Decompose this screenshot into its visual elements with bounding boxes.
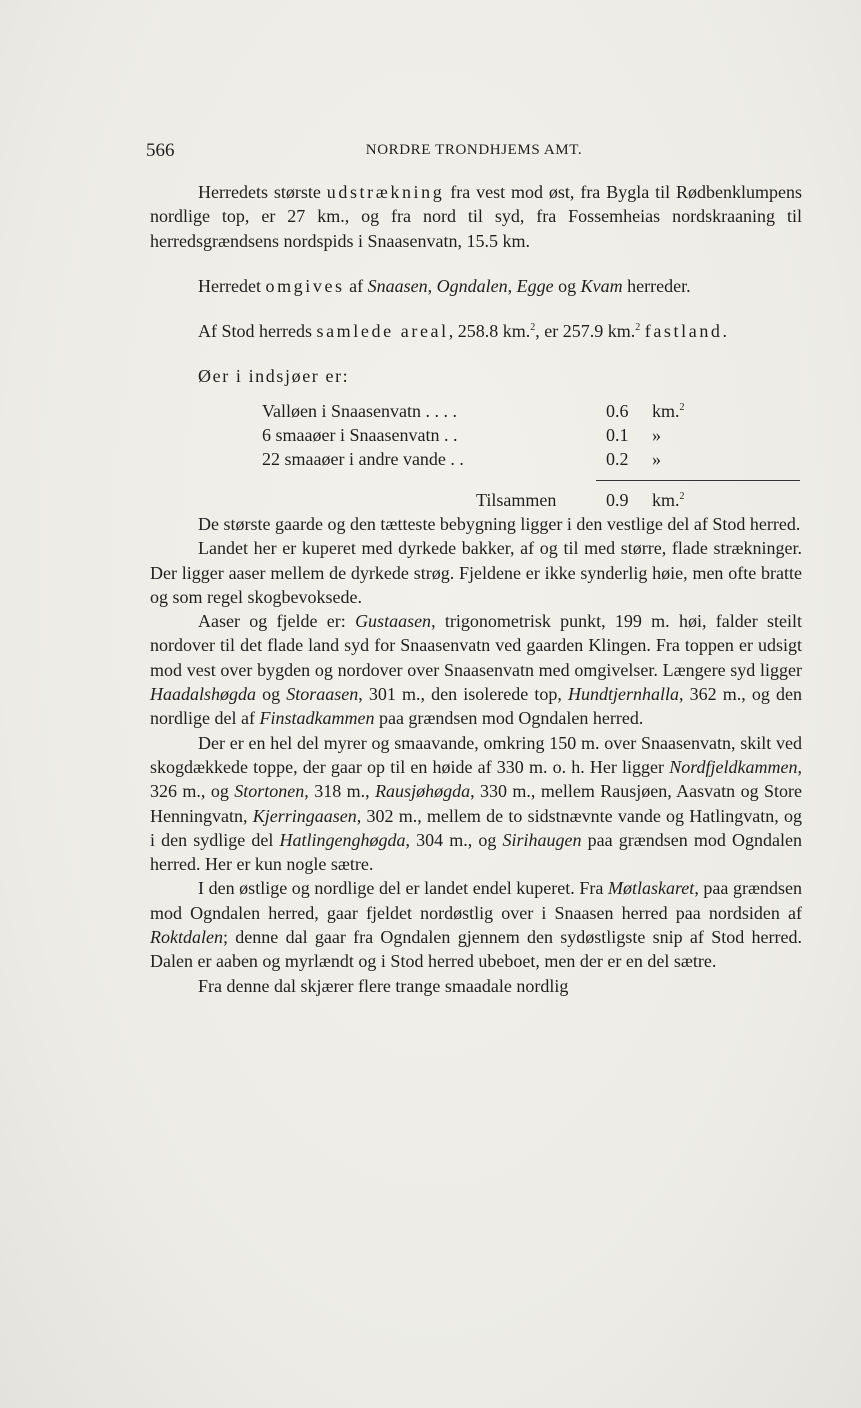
place-name: Møtlaskaret xyxy=(607,878,695,899)
text-span: , 304 m., og xyxy=(405,829,503,850)
paragraph-farms: De største gaarde og den tætteste bebygning ligger i den vestlige del af Stod herred. xyxy=(198,513,801,534)
table-row xyxy=(262,447,802,471)
paragraph-valleys: Fra denne dal skjærer flere trange smaadale nordlig xyxy=(198,975,569,996)
place-name: Kvam xyxy=(580,275,623,296)
island-area: 0.6 xyxy=(606,400,629,421)
area-unit xyxy=(652,423,661,447)
text-span: I den østlige og nordlige del er landet endel kuperet. Fra xyxy=(198,878,608,899)
spaced-term: udstrækning xyxy=(326,182,445,202)
place-name: Storaasen xyxy=(286,684,359,705)
spaced-term: samlede areal xyxy=(316,321,449,342)
place-name: Snaasen xyxy=(367,275,428,296)
sum-rule xyxy=(596,480,800,481)
page-header xyxy=(146,140,802,164)
text-span: , 326 m., og xyxy=(150,756,802,802)
text-span: Herredet xyxy=(198,275,266,296)
text-span: og xyxy=(553,275,581,296)
body-text xyxy=(150,180,802,998)
text-span: paa grændsen mod Ogndalen herred. Her er kun nogle sætre. xyxy=(150,829,802,875)
text-span: , 301 m., den isolerede top, xyxy=(358,684,568,705)
text-span: herreder. xyxy=(622,275,691,296)
superscript: 2 xyxy=(530,322,536,334)
table-row xyxy=(262,423,802,447)
island-name: 6 smaaøer i Snaasenvatn . . xyxy=(262,425,458,446)
island-name: Valløen i Snaasenvatn . . . . xyxy=(262,400,457,421)
text-span: , 362 m., og den nordlige del af xyxy=(150,684,802,729)
total-unit xyxy=(652,488,685,512)
table-row xyxy=(262,399,802,423)
text-span: af xyxy=(344,275,368,296)
superscript: 2 xyxy=(679,490,685,502)
text-span: , xyxy=(427,275,437,296)
unit-text: km. xyxy=(652,489,680,510)
place-name: Hatlingenghøgda xyxy=(279,829,406,850)
island-area: 0.1 xyxy=(606,425,629,446)
paragraph-landscape: Landet her er kuperet med dyrkede bakker, af og til med større, flade strækninger. Der ligger aaser mellem de dyrkede strøg. Fjeldene er ikke synderlig høie, men ofte bratte og som regel skogbevoksede. xyxy=(150,538,802,607)
paragraph-east xyxy=(150,876,802,973)
total-value: 0.9 xyxy=(606,489,629,510)
place-name: Rausjøhøgda xyxy=(375,781,471,802)
text-span: , 302 m., mellem de to sidstnævnte vande og Hatlingvatn, og i den sydlige del xyxy=(150,805,802,850)
island-area: 0.2 xyxy=(606,449,629,470)
text-span: ; denne dal gaar fra Ogndalen gjennem den sydøstligste snip af Stod herred. Dalen er aaben og myrlændt og i Stod herred ubeboet, men der er en del sætre. xyxy=(150,927,802,972)
unit-text: » xyxy=(652,449,661,470)
text-span: Herredets største xyxy=(198,182,327,202)
unit-text: » xyxy=(652,425,661,446)
place-name: Roktdalen xyxy=(150,927,223,948)
page-number: 566 xyxy=(146,140,175,161)
text-span: , 258.8 km. xyxy=(448,321,531,342)
islands-table xyxy=(262,399,802,512)
place-name: Gustaasen xyxy=(355,611,432,632)
text-span: , trigonometrisk punkt, 199 m. høi, falder steilt nordover til det flade land syd for Snaasenvatn ved gaarden Klingen. Fra toppen er udsigt mod vest over bygden og nordover over Snaasenvatn med omgivelser. Længere syd ligger xyxy=(150,611,802,680)
text-span: , 318 m., xyxy=(304,781,376,802)
paragraph-extent xyxy=(150,180,802,253)
place-name: Nordfjeldkammen xyxy=(669,756,798,777)
place-name: Kjerringaasen xyxy=(252,805,357,826)
text-span: , xyxy=(507,275,517,296)
place-name: Stortonen xyxy=(234,781,305,802)
superscript: 2 xyxy=(679,401,685,413)
place-name: Sirihaugen xyxy=(502,829,582,850)
islands-heading: Øer i indsjøer er: xyxy=(198,366,350,387)
paragraph-marshes xyxy=(150,731,802,877)
place-name: Hundtjernhalla xyxy=(568,684,679,705)
island-name: 22 smaaøer i andre vande . . xyxy=(262,449,464,470)
text-span: Af Stod herreds xyxy=(198,321,317,342)
text-span: , paa grændsen mod Ogndalen herred, gaar fjeldet nordøstlig over i Snaasen herred paa nordsiden af xyxy=(150,878,802,923)
place-name: Egge xyxy=(516,275,554,296)
text-span: fra vest mod øst, fra Bygla til Rødbenklumpens nordlige top, er 27 km., og fra nord til syd, fra Fossemheias nordskraaning til herredsgrændsens nordspids i Snaasenvatn, 15.5 km. xyxy=(150,182,802,251)
text-span: Der er en hel del myrer og smaavande, omkring 150 m. over Snaasenvatn, skilt ved skogdækkede toppe, der gaar op til en høide af 330 m. o. h. Her ligger xyxy=(150,732,802,777)
total-row xyxy=(262,488,802,512)
text-span: , 330 m., mellem Rausjøen, Aasvatn og Store Henningvatn, xyxy=(150,781,802,826)
text-span: , er 257.9 km. xyxy=(535,321,636,342)
paragraph-borders xyxy=(150,274,802,298)
area-unit xyxy=(652,447,661,471)
text-span: Aaser og fjelde er: xyxy=(198,611,356,632)
running-title: NORDRE TRONDHJEMS AMT. xyxy=(365,142,583,158)
total-label: Tilsammen xyxy=(476,489,557,510)
text-span: paa grændsen mod Ogndalen herred. xyxy=(374,708,644,729)
paragraph-hills xyxy=(150,609,802,730)
spaced-term: omgives xyxy=(265,275,345,296)
spaced-term: fastland xyxy=(644,321,723,342)
place-name: Haadalshøgda xyxy=(150,684,257,705)
place-name: Finstadkammen xyxy=(259,708,375,729)
place-name: Ogndalen xyxy=(436,275,508,296)
paragraph-area xyxy=(150,319,802,343)
superscript: 2 xyxy=(635,322,641,334)
unit-text: km. xyxy=(652,400,680,421)
text-span: . xyxy=(722,321,728,342)
text-span: og xyxy=(256,684,287,705)
area-unit xyxy=(652,399,685,423)
